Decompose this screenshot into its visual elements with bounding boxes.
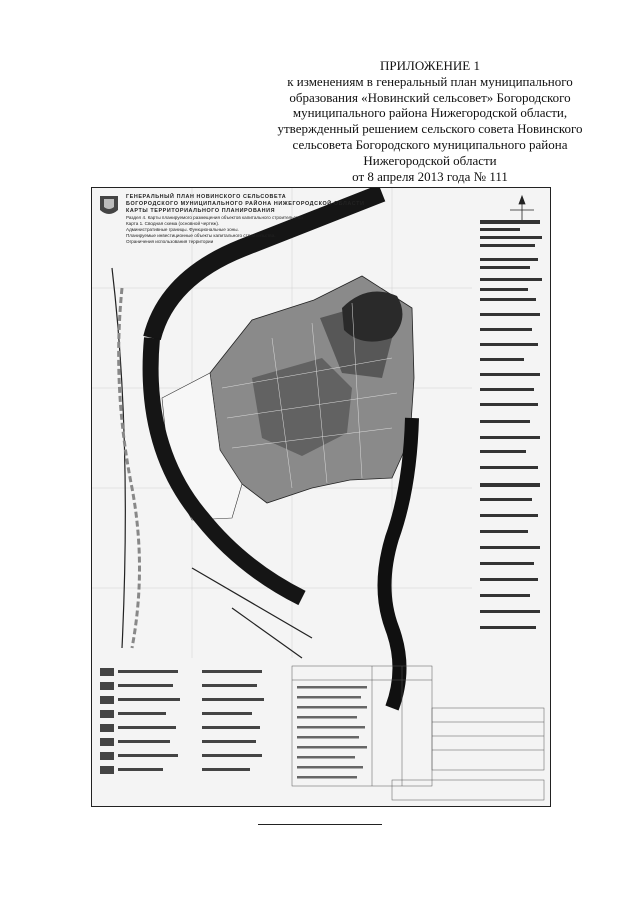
railway <box>119 288 140 648</box>
map-legend-bottom <box>100 668 264 774</box>
appendix-line: сельсовета Богородского муниципального района <box>292 136 568 152</box>
coat-of-arms-icon <box>100 196 118 214</box>
appendix-header <box>260 58 600 184</box>
appendix-line: муниципального района Нижегородской области, <box>292 105 568 121</box>
bottom-divider <box>258 824 382 825</box>
map-subtitle-line: Раздел 4. Карты планируемого размещения объектов капитального строительства <box>126 215 303 220</box>
appendix-line: утвержденный решением сельского совета Новинского <box>277 121 583 137</box>
appendix-line: Нижегородской области <box>363 152 497 168</box>
map-subtitle-line: Планируемые инвестиционные объекты капитального строительства. <box>126 233 276 238</box>
master-plan-map <box>91 187 551 807</box>
map-subtitle-line: Ограничения использования территории <box>126 239 214 244</box>
map-title-line: ГЕНЕРАЛЬНЫЙ ПЛАН НОВИНСКОГО СЕЛЬСОВЕТА <box>126 194 287 200</box>
map-title-line: БОГОРОДСКОГО МУНИЦИПАЛЬНОГО РАЙОНА НИЖЕГОРОДСКОЙ ОБЛАСТИ <box>126 201 365 207</box>
north-arrow-icon <box>510 196 534 222</box>
map-title <box>126 194 456 215</box>
map-subtitle-line: Карта 1. Сводная схема (основной чертеж). <box>126 221 220 226</box>
map-subtitle-line: Административные границы. Функциональные зоны. <box>126 227 239 232</box>
map-legend-right <box>480 220 542 629</box>
appendix-date: от 8 апреля 2013 года № 111 <box>352 168 508 184</box>
map-drawing <box>92 188 550 806</box>
legend-table-text <box>297 686 367 779</box>
appendix-line: образования «Новинский сельсовет» Богородского <box>289 89 571 105</box>
appendix-title: ПРИЛОЖЕНИЕ 1 <box>380 58 480 73</box>
map-subtitle <box>126 215 386 245</box>
appendix-line: к изменениям в генеральный план муниципального <box>287 73 573 89</box>
map-title-line: КАРТЫ ТЕРРИТОРИАЛЬНОГО ПЛАНИРОВАНИЯ <box>126 208 276 214</box>
